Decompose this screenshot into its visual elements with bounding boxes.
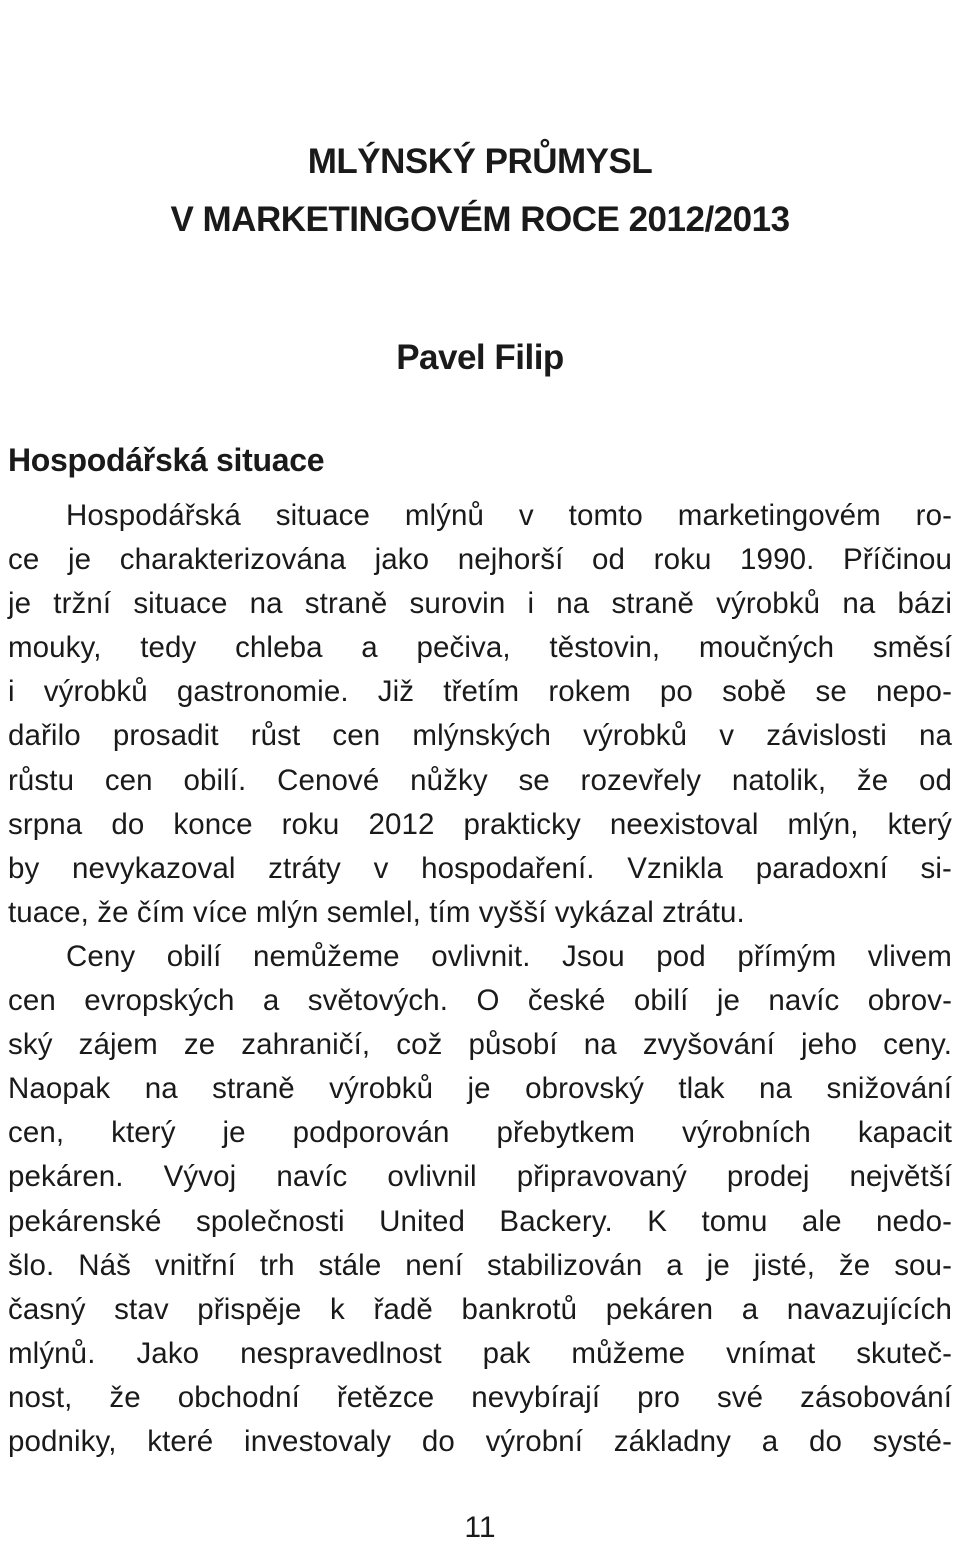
page-number: 11 — [464, 1511, 496, 1544]
text-line: cen, který je podporován přebytkem výrobních kapacit — [8, 1116, 952, 1150]
text-line: šlo. Náš vnitřní trh stále není stabilizován a je jisté, že sou- — [8, 1248, 952, 1282]
text-line: ce je charakterizována jako nejhorší od roku 1990. Příčinou — [8, 543, 952, 577]
text-line: je tržní situace na straně surovin i na straně výrobků na bázi — [8, 587, 952, 621]
text-line: růstu cen obilí. Cenové nůžky se rozevřely natolik, že od — [8, 763, 952, 797]
text-line: pekárenské společnosti United Backery. K tomu ale nedo- — [8, 1204, 952, 1238]
text-line: dařilo prosadit růst cen mlýnských výrobků v závislosti na — [8, 719, 952, 753]
text-line: pekáren. Vývoj navíc ovlivnil připravovaný prodej největší — [8, 1160, 952, 1194]
text-line: ský zájem ze zahraničí, což působí na zvyšování jeho ceny. — [8, 1028, 952, 1062]
text-line: Ceny obilí nemůžeme ovlivnit. Jsou pod přímým vlivem — [66, 939, 952, 973]
section-heading: Hospodářská situace — [8, 442, 325, 478]
text-line: podniky, které investovaly do výrobní základny a do systé- — [8, 1424, 952, 1458]
text-line: mlýnů. Jako nespravedlnost pak můžeme vnímat skuteč- — [8, 1336, 952, 1370]
text-line: nost, že obchodní řetězce nevybírají pro své zásobování — [8, 1380, 952, 1414]
body-text — [8, 494, 952, 1464]
author-name: Pavel Filip — [396, 338, 564, 377]
document-title-line-2: V MARKETINGOVÉM ROCE 2012/2013 — [170, 200, 790, 239]
text-line: by nevykazoval ztráty v hospodaření. Vznikla paradoxní si- — [8, 851, 952, 885]
text-line: i výrobků gastronomie. Již třetím rokem po sobě se nepo- — [8, 675, 952, 709]
text-line: mouky, tedy chleba a pečiva, těstovin, moučných směsí — [8, 631, 952, 665]
text-line: cen evropských a světových. O české obilí je navíc obrov- — [8, 984, 952, 1018]
text-line: Naopak na straně výrobků je obrovský tlak na snižování — [8, 1072, 952, 1106]
text-line: tuace, že čím více mlýn semlel, tím vyšší vykázal ztrátu. — [8, 895, 745, 929]
text-line: srpna do konce roku 2012 prakticky neexistoval mlýn, který — [8, 807, 952, 841]
document-title-line-1: MLÝNSKÝ PRŮMYSL — [307, 142, 653, 181]
text-line: Hospodářská situace mlýnů v tomto marketingovém ro- — [66, 499, 952, 532]
text-line: časný stav přispěje k řadě bankrotů pekáren a navazujících — [8, 1292, 952, 1326]
